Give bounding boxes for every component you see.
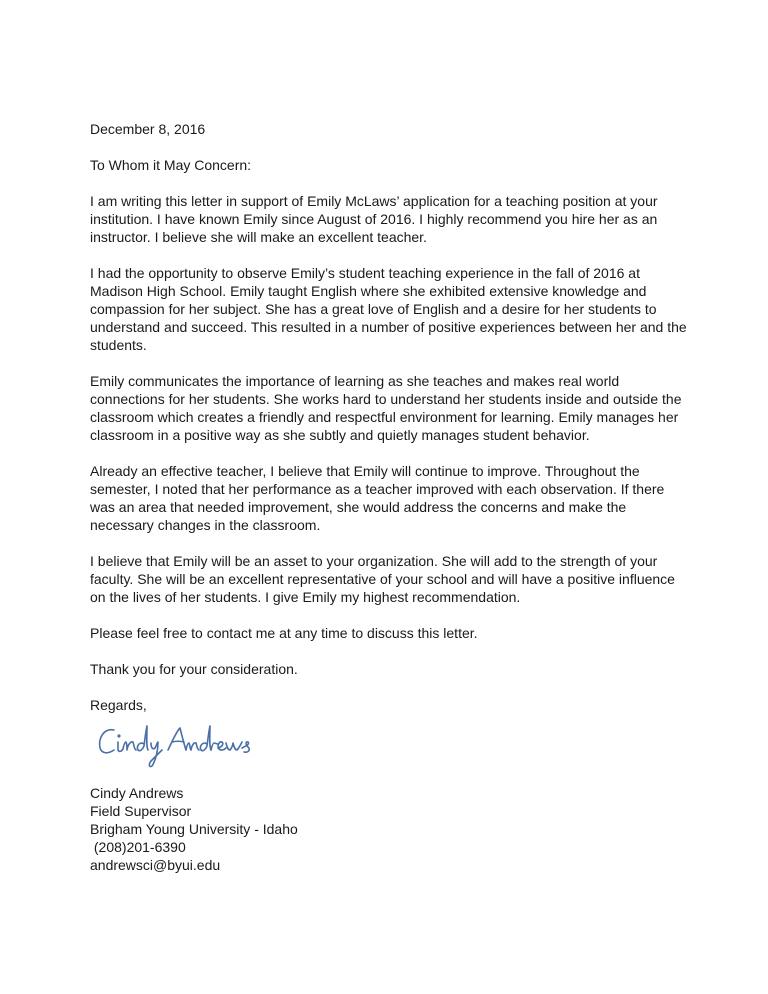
letter-body <box>90 120 690 874</box>
signer-phone: (208)201-6390 <box>90 839 186 855</box>
paragraph-thanks: Thank you for your consideration. <box>90 661 298 677</box>
signer-email: andrewsci@byui.edu <box>90 857 221 873</box>
signer-block <box>90 784 690 874</box>
salutation: To Whom it May Concern: <box>90 157 252 173</box>
signer-organization: Brigham Young University - Idaho <box>90 821 298 837</box>
handwritten-signature <box>96 722 690 770</box>
paragraph-recommendation: I believe that Emily will be an asset to your organization. She will add to the strength of your faculty. She will be an excellent representative of your school and will have a positive influence on the lives of her students. I give Emily my highest recommendation. <box>90 553 675 605</box>
signer-name: Cindy Andrews <box>90 785 184 801</box>
paragraph-intro: I am writing this letter in support of Emily McLaws’ application for a teaching position at your institution. I have known Emily since August of 2016. I highly recommend you hire her as an instructor. I believe she will make an excellent teacher. <box>90 193 658 245</box>
letter-date: December 8, 2016 <box>90 121 206 137</box>
paragraph-observation: I had the opportunity to observe Emily’s student teaching experience in the fall of 2016 at Madison High School. Emily taught English where she exhibited extensive knowledge and compassion for her subject. She has a great love of English and a desire for her students to understand and succeed. This resulted in a number of positive experiences between her and the students. <box>90 265 687 353</box>
paragraph-communication: Emily communicates the importance of learning as she teaches and makes real world connections for her students. She works hard to understand her students inside and outside the classroom which creates a friendly and respectful environment for learning. Emily manages her classroom in a positive way as she subtly and quietly manages student behavior. <box>90 373 682 443</box>
paragraph-improvement: Already an effective teacher, I believe that Emily will continue to improve. Throughout the semester, I noted that her performance as a teacher improved with each observation. If there was an area that needed improvement, she would address the concerns and make the necessary changes in the classroom. <box>90 463 665 533</box>
paragraph-contact: Please feel free to contact me at any time to discuss this letter. <box>90 625 478 641</box>
signature-image <box>96 722 286 770</box>
closing: Regards, <box>90 697 147 713</box>
signer-title: Field Supervisor <box>90 803 192 819</box>
